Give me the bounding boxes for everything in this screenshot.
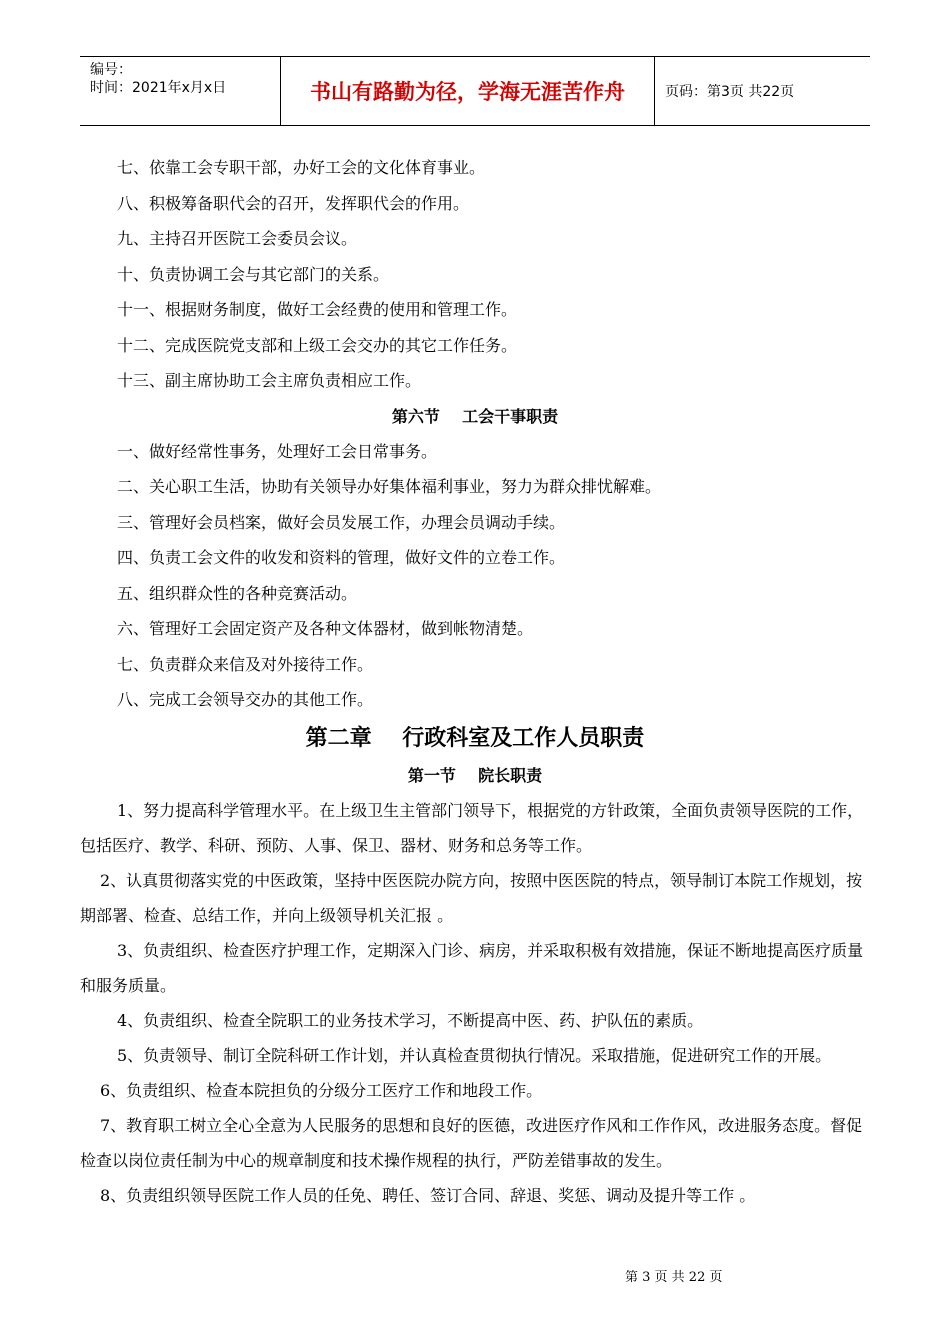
- paragraph: 1、努力提高科学管理水平。在上级卫生主管部门领导下，根据党的方针政策，全面负责领导医院的工作，包括医疗、教学、科研、预防、人事、保卫、器材、财务和总务等工作。: [80, 800, 864, 855]
- list-item: 八、完成工会领导交办的其他工作。: [117, 690, 374, 709]
- list-item: 二、关心职工生活，协助有关领导办好集体福利事业，努力为群众排忧解难。: [117, 477, 662, 496]
- list-item: 六、管理好工会固定资产及各种文体器材，做到帐物清楚。: [117, 619, 534, 638]
- list-item: 十二、完成医院党支部和上级工会交办的其它工作任务。: [117, 335, 518, 355]
- paragraph: 6、负责组织、检查本院担负的分级分工医疗工作和地段工作。: [100, 1080, 543, 1100]
- header-page-info: 页码：第3页 共22页: [665, 84, 795, 100]
- list-item: 十、负责协调工会与其它部门的关系。: [117, 264, 390, 284]
- list-item: 七、负责群众来信及对外接待工作。: [117, 654, 374, 674]
- chapter-title: 第二章 行政科室及工作人员职责: [305, 724, 645, 751]
- paragraph: 4、负责组织、检查全院职工的业务技术学习，不断提高中医、药、护队伍的素质。: [117, 1010, 704, 1030]
- header-motto: 书山有路勤为径，学海无涯苦作舟: [281, 57, 655, 125]
- header-number-label: 编号：: [90, 62, 132, 78]
- list-item: 九、主持召开医院工会委员会议。: [117, 229, 358, 248]
- paragraph: 5、负责领导、制订全院科研工作计划，并认真检查贯彻执行情况。采取措施，促进研究工作的开展。: [117, 1045, 832, 1065]
- list-item: 四、负责工会文件的收发和资料的管理，做好文件的立卷工作。: [117, 548, 566, 567]
- list-item: 十三、副主席协助工会主席负责相应工作。: [117, 371, 422, 390]
- section-title: 第一节 院长职责: [407, 765, 543, 785]
- list-item: 十一、根据财务制度，做好工会经费的使用和管理工作。: [117, 300, 518, 319]
- paragraph: 8、负责组织领导医院工作人员的任免、聘任、签订合同、辞退、奖惩、调动及提升等工作 。: [100, 1185, 756, 1205]
- document-body: [80, 150, 870, 1213]
- list-item: 五、组织群众性的各种竞赛活动。: [117, 583, 358, 603]
- list-item: 八、积极筹备职代会的召开，发挥职代会的作用。: [117, 193, 470, 213]
- paragraph: 7、教育职工树立全心全意为人民服务的思想和良好的医德，改进医疗作风和工作作风，改进服务态度。督促检查以岗位责任制为中心的规章制度和技术操作规程的执行，严防差错事故的发生。: [80, 1115, 863, 1170]
- list-item: 七、依靠工会专职干部，办好工会的文化体育事业。: [117, 158, 486, 177]
- list-item: 三、管理好会员档案，做好会员发展工作，办理会员调动手续。: [117, 512, 566, 532]
- page-footer: 第 3 页 共 22 页: [625, 1270, 723, 1285]
- document-header: [80, 56, 870, 126]
- paragraph: 3、负责组织、检查医疗护理工作，定期深入门诊、病房，并采取积极有效措施，保证不断地提高医疗质量和服务质量。: [80, 940, 864, 995]
- paragraph: 2、认真贯彻落实党的中医政策，坚持中医医院办院方向，按照中医医院的特点，领导制订本院工作规划，按期部署、检查、总结工作，并向上级领导机关汇报 。: [80, 870, 863, 925]
- header-time-label: 时间：2021年x月x日: [90, 80, 227, 96]
- section-title: 第六节 工会干事职责: [391, 406, 559, 426]
- list-item: 一、做好经常性事务，处理好工会日常事务。: [117, 441, 438, 461]
- header-meta: [80, 57, 281, 125]
